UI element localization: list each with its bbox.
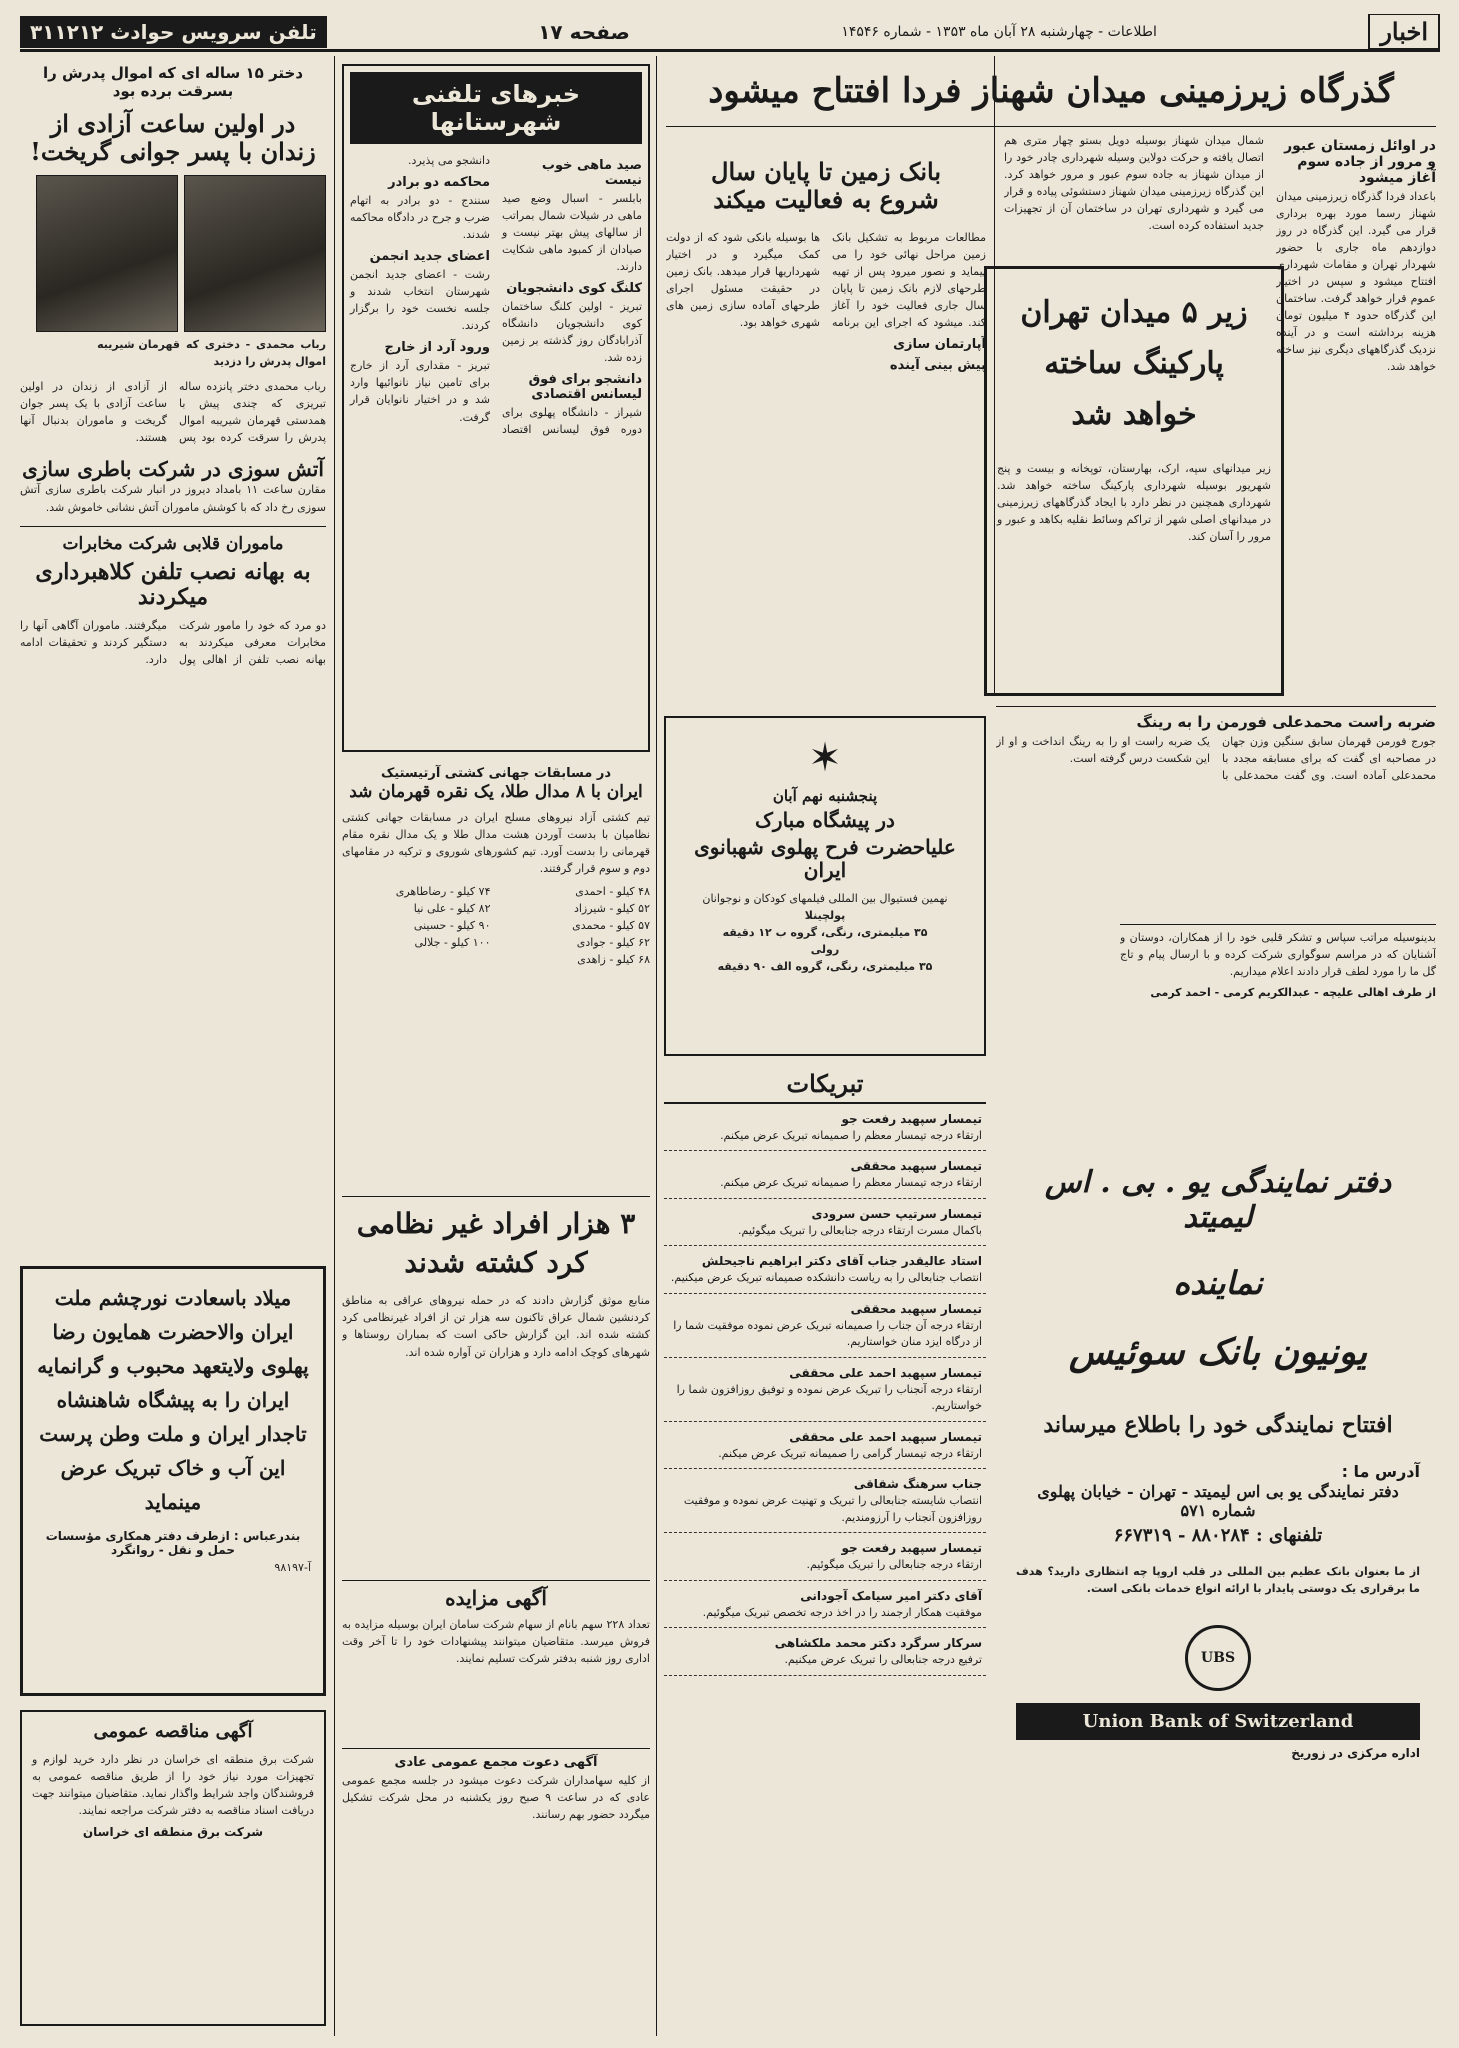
ubs-address: دفتر نمایندگی یو بی اس لیمیتد - تهران - خیابان پهلوی شماره ۵۷۱ [1037,1482,1399,1520]
girl-kicker: دختر ۱۵ ساله ای که اموال پدرش را بسرقت برده بود [42,64,304,100]
congrats-item: تیمسار سپهبد رفعت جو ارتقاء درجه تیمسار معظم را صمیمانه تبریک عرض میکنم. [664,1104,986,1152]
wrestling-headline: ایران با ۸ مدال طلا، یک نقره قهرمان شد [349,782,643,802]
lead-body: شمال میدان شهناز بوسیله دویل بستو چهار متری هم اتصال یافته و حرکت دولاین وسیله شهرداری چادر خود را از میدان شهناز به جاده سوم عبور و مرور خواهد کرد. این گذرگاه زیرزمینی میدان شهناز دستشوئی پیاده و قرار می گیرد و شهرداری تهران در ساختمان آن از تجهیزات جدید استفاده کرده است. [1004,134,1264,233]
tender-from: شرکت برق منطقه ای خراسان [82,1824,264,1839]
issue-info: اطلاعات - چهارشنبه ۲۸ آبان ماه ۱۳۵۳ - شماره ۱۴۵۴۶ [841,23,1157,40]
girl-body: رباب محمدی دختر پانزده ساله تبریزی که چندی پیش با همدستی قهرمان شیریبه اموال پدرش را سرقت کرده بود پس از آزادی از زندان در اولین ساعت آزادی با یک پسر جوان گریخت و ماموران بدنبال آنها هستند. [20,380,326,445]
ubs-address-label: آدرس ما : [1341,1462,1420,1482]
birth-text: میلاد باسعادت نورچشم ملت ایران والاحضرت همایون رضا پهلوی ولایتعهد محبوب و گرانمایه ایران را به پیشگاه شاهنشاه تاجدار ایران و ملت وطن پرست این آب و خاک تبریک عرض مینماید [37,1286,309,1514]
festival-emblem-icon: ✶ [808,735,842,781]
telegrams-box [342,64,650,752]
parking-body: زیر میدانهای سپه، ارک، بهارستان، توپخانه و بیست و پنج شهریور بوسیله شهرداری پارکینگ ساخته خواهد شد. شهرداری همچنین در نظر دارد با ایجاد گذرگاههای زیرزمینی در میدانهای اصلی شهر از تراکم وسائط نقلیه بکاهد و عبور و مرور را آسان کند. [997,462,1271,544]
ubs-ad [1000,1066,1436,2026]
ubs-english-name: Union Bank of Switzerland [1016,1703,1420,1740]
ubs-line2: نماینده [1173,1264,1263,1302]
ubs-phones: تلفنهای : ۸۸۰۲۸۴ - ۶۶۷۳۱۹ [1113,1525,1323,1547]
ubs-line4: افتتاح نمایندگی خود را باطلاع میرساند [1043,1412,1393,1439]
right-column-body: باعداد فردا گذرگاه زیرزمینی میدان شهناز رسما مورد بهره برداری قرار می گیرد. این گذرگاه در روز دوازدهم ماه جاری با حضور شهردار تهران و مقامات شهرداری افتتاح میشود و سپس در اختیار عموم قرار خواهد گرفت. ساختمان این گذرگاه حدود ۴ میلیون تومان هزینه برداشته است و در آینده نزدیک گذرگاههای دیگری نیز ساخته خواهد شد. [1276,190,1436,374]
assembly-body: از کلیه سهامداران شرکت دعوت میشود در جلسه مجمع عمومی عادی که در ساعت ۹ صبح روز یکشنبه در محل شرکت تشکیل میگردد حضور بهم رسانند. [342,1774,650,1822]
congrats-item: جناب سرهنگ شقاقی انتصاب شایسته جنابعالی را تبریک و تهنیت عرض نموده و موفقیت روزافزون آنجناب را آرزومندیم. [664,1469,986,1533]
section-logo: اخبار [1368,14,1440,50]
bank-story [666,150,986,700]
telegrams-list [350,152,642,439]
bank-body: مطالعات مربوط به تشکیل بانک زمین مراحل نهائی خود را می پیماید و نصور میرود پس از تهیه طرحهای لازم بانک زمین تا پایان سال جاری فعالیت خود را آغاز کند. میشود که اجرای این برنامه ها بوسیله بانکی شود که از دولت کمک میگیرد و در اختیار شهرداریها قرار میدهد. بانک زمین در حقیقت مسئول اجرای طرحهای آماده سازی زمین های شهری خواهد بود. [666,231,986,330]
iraq-body: منابع موثق گزارش دادند که در حمله نیروهای عراقی به مناطق کردنشین شمال عراق تاکنون سه هزار تن از افراد غیرنظامی کرد کشته شده اند. این گزارش حاکی است که بمباران روستاها و شهرهای کوچک ادامه دارد و هزاران تن آواره شده اند. [342,1294,650,1359]
phone-label: تلفن سرویس حوادث ۳۱۱۲۱۲ [20,16,327,48]
parking-headline: زیر ۵ میدان تهران پارکینگ ساخته خواهد شد [1020,295,1248,432]
farah-films: پولچینلا ۳۵ میلیمتری، رنگی، گروه ب ۱۲ دقیقه رولی ۳۵ میلیمتری، رنگی، گروه الف ۹۰ دقیقه [717,909,933,974]
tender-box [20,1710,326,2026]
caption-girl: رباب محمدی - دختری که اموال پدرش را دزدید [186,338,326,369]
condolence-body: بدینوسیله مراتب سپاس و تشکر قلبی خود را از همکاران، دوستان و آشنایان که در مراسم سوگواری شرکت کرده و با ارسال پیام و تاج گل ما را مورد لطف قرار دادند اعلام میداریم. [1120,931,1436,979]
telegram-item: ورود آرد از خارج تبریز - مقداری آرد از خارج برای تامین نیاز نانوائیها وارد شد و در اختیار نانوایان قرار گرفت. [350,340,490,424]
telegram-item: محاکمه دو برادر سنندج - دو برادر به اتهام ضرب و جرح در دادگاه محاکمه شدند. [350,175,490,242]
congrats-title: تبریکات [664,1066,986,1104]
tender-body: شرکت برق منطقه ای خراسان در نظر دارد خرید لوازم و تجهیزات مورد نیاز خود را از طریق مناقصه عمومی به فروشندگان واجد شرایط واگذار نماید. متقاضیان میتوانند جهت دریافت اسناد مناقصه به دفتر شرکت مراجعه نمایند. [32,1752,314,1817]
assembly-title: آگهی دعوت مجمع عمومی عادی [394,1755,598,1770]
auction-title: آگهی مزایده [445,1586,547,1610]
congrats-item: سرکار سرگرد دکتر محمد ملکشاهی ترفیع درجه جنابعالی را تبریک عرض میکنیم. [664,1628,986,1676]
page-number: صفحه ۱۷ [538,19,630,44]
bank-subhead-apartment: آپارتمان سازی [893,337,986,353]
bank-headline: بانک زمین تا پایان سال شروع به فعالیت میکند [711,157,941,214]
auction-notice [342,1580,650,1740]
farah-day: پنجشنبه نهم آبان [772,787,878,805]
telegram-item: کلنگ کوی دانشجویان تبریز - اولین کلنگ ساختمان کوی دانشجویان دانشگاه آذرابادگان روز گذشته بر زمین زده شد. [502,281,642,365]
farah-body: نهمین فستیوال بین المللی فیلمهای کودکان و نوجوانان [702,892,948,906]
telegram-item: دانشجو برای فوق لیسانس اقتصادی شیراز - دانشگاه پهلوی برای دوره فوق لیسانس اقتصاد دانشجو می پذیرد. [407,154,642,437]
farah-line2: علیاحضرت فرح پهلوی شهبانوی ایران [694,835,956,883]
ubs-line3: یونیون بانک سوئیس [1068,1330,1368,1373]
wrestling-body: تیم کشتی آزاد نیروهای مسلح ایران در مسابقات جهانی کشتی نظامیان با بدست آوردن هشت مدال طلا و یک مدال نقره مقام قهرمانی را بدست آورد. تیم کشورهای شوروی و ترکیه در مقامهای دوم و سوم قرار گرفتند. [342,810,650,875]
forman-body: جورج فورمن قهرمان سابق سنگین وزن جهان در مصاحبه ای گفت که برای مسابقه مجدد با محمدعلی آماده است. وی گفت محمدعلی با یک ضربه راست او را به رینگ انداخت و او از این شکست درس گرفته است. [996,735,1436,783]
phone-kicker: ماموران قلابی شرکت مخابرات [62,533,284,554]
ubs-line1: دفتر نمایندگی یو . بی . اس لیمیتد [1044,1165,1392,1235]
girl-photo [184,175,326,332]
auction-body: تعداد ۲۲۸ سهم بانام از سهام شرکت سامان ایران بوسیله مزایده به فروش میرسد. متقاضیان میتوانند پیشنهادات خود را تا آخر وقت اداری روز شنبه بدفتر شرکت تسلیم نمایند. [342,1618,650,1666]
telegrams-banner: خبرهای تلفنی شهرستانها [350,72,642,144]
birth-box [20,1266,326,1696]
assembly-notice [342,1748,650,2028]
congrats-item: تیمسار سرتیپ حسن سرودی باکمال مسرت ارتقاء درجه جنابعالی را تبریک میگوئیم. [664,1199,986,1247]
farah-line1: در پیشگاه مبارک [755,808,895,833]
congrats-item: تیمسار سپهبد احمد علی محققی ارتقاء درجه آنجناب را تبریک عرض نموده و توفیق روزافزون شما را خواستاریم. [664,1358,986,1422]
tender-title: آگهی مناقصه عمومی [93,1721,253,1742]
condolence-notice [1120,924,1436,1054]
forman-headline: ضربه راست محمدعلی فورمن را به رینگ [1136,713,1436,731]
ubs-body: از ما بعنوان بانک عظیم بین المللی در قلب اروپا چه انتظاری دارید؟ هدف ما برقراری یک دوستی پایدار با ارائه انواع خدمات بانکی است. [1016,1564,1420,1595]
telegram-item: اعضای جدید انجمن رشت - اعضای جدید انجمن شهرستان انتخاب شدند و جلسه نخست خود را برگزار کردند. [350,249,490,333]
congrats-item: آقای دکتر امیر سیامک آجودانی موفقیت همکار ارجمند را در اخذ درجه تخصص تبریک میگوئیم. [664,1581,986,1629]
wrestling-kicker: در مسابقات جهانی کشتی آرتیستیک [381,766,611,781]
parking-box [984,266,1284,696]
phone-body: دو مرد که خود را مامور شرکت مخابرات معرفی میکردند به بهانه نصب تلفن از اهالی پول میگرفتند. ماموران آگاهی آنها را دستگیر کردند و تحقیقات ادامه دارد. [20,618,326,666]
farah-box [664,716,986,1056]
fire-body: مقارن ساعت ۱۱ بامداد دیروز در انبار شرکت باطری سازی آتش سوزی رخ داد که با کوشش ماموران آتش نشانی خاموش شد. [20,483,326,514]
birth-code: آ-۹۸۱۹۷ [274,1561,311,1574]
iraq-headline: ۳ هزار افراد غیر نظامی کرد کشته شدند [356,1207,636,1280]
congrats-item: تیمسار سپهبد محققی ارتقاء درجه تیمسار معظم را صمیمانه تبریک عرض میکنم. [664,1151,986,1199]
condolence-from: از طرف اهالی علیچه - عبدالکریم کرمی - احمد کرمی [1150,986,1436,1000]
congrats-item: تیمسار سپهبد احمد علی محققی ارتقاء درجه تیمسار گرامی را صمیمانه تبریک عرض میکنم. [664,1422,986,1470]
telegram-item: صید ماهی خوب نیست بابلسر - اسبال وضع صید ماهی در شیلات شمال بمراتب از سالهای پیش بهتر نیست و صیادان از کمبود ماهی شکایت دارند. [502,158,642,274]
lead-deck: در اوائل زمستان عبور و مرور از جاده سوم آغاز میشود [1284,138,1436,186]
bank-subhead-future: پیش بینی آینده [889,358,986,374]
congrats-item: تیمسار سپهبد محققی ارتقاء درجه آن جناب را صمیمانه تبریک عرض نموده موفقیت شما را از درگاه ایزد منان خواستاریم. [664,1294,986,1358]
caption-boy: قهرمان شیریبه [97,338,180,352]
congrats-item: تیمسار سپهبد رفعت جو ارتقاء درجه جنابعالی را تبریک میگوئیم. [664,1533,986,1581]
wrestling-results: ۴۸ کیلو - احمدی ۵۲ کیلو - شیرزاد ۵۷ کیلو - محمدی ۶۲ کیلو - جوادی ۶۸ کیلو - زاهدی ۷۴ کیلو - رضاطاهری ۸۲ کیلو - علی نیا ۹۰ کیلو - حسینی ۱۰۰ کیلو - جلالی [395,884,650,966]
phone-headline: به بهانه نصب تلفن کلاهبرداری میکردند [35,559,311,611]
ubs-hq: اداره مرکزی در زوریخ [1291,1746,1420,1761]
congrats-column [664,1066,986,2026]
ubs-logo-icon: UBS [1185,1625,1251,1691]
lead-headline: گذرگاه زیرزمینی میدان شهناز فردا افتتاح میشود [708,71,1394,111]
boy-photo [36,175,178,332]
birth-from: بندرعباس : ازطرف دفتر همکاری مؤسسات حمل و نقل - روانگرد [45,1529,301,1557]
iraq-story [342,1204,650,1574]
congrats-item: استاد عالیقدر جناب آقای دکتر ابراهیم ناجیحلش انتصاب جنابعالی را به ریاست دانشکده صمیمانه تبریک عرض میکنیم. [664,1246,986,1294]
forman-story [996,706,1436,916]
page-header [20,14,1440,52]
left-column [20,58,326,1258]
wrestling-story [342,760,650,1190]
girl-headline: در اولین ساعت آزادی از زندان با پسر جوانی گریخت! [30,109,316,166]
fire-headline: آتش سوزی در شرکت باطری سازی [22,457,324,482]
